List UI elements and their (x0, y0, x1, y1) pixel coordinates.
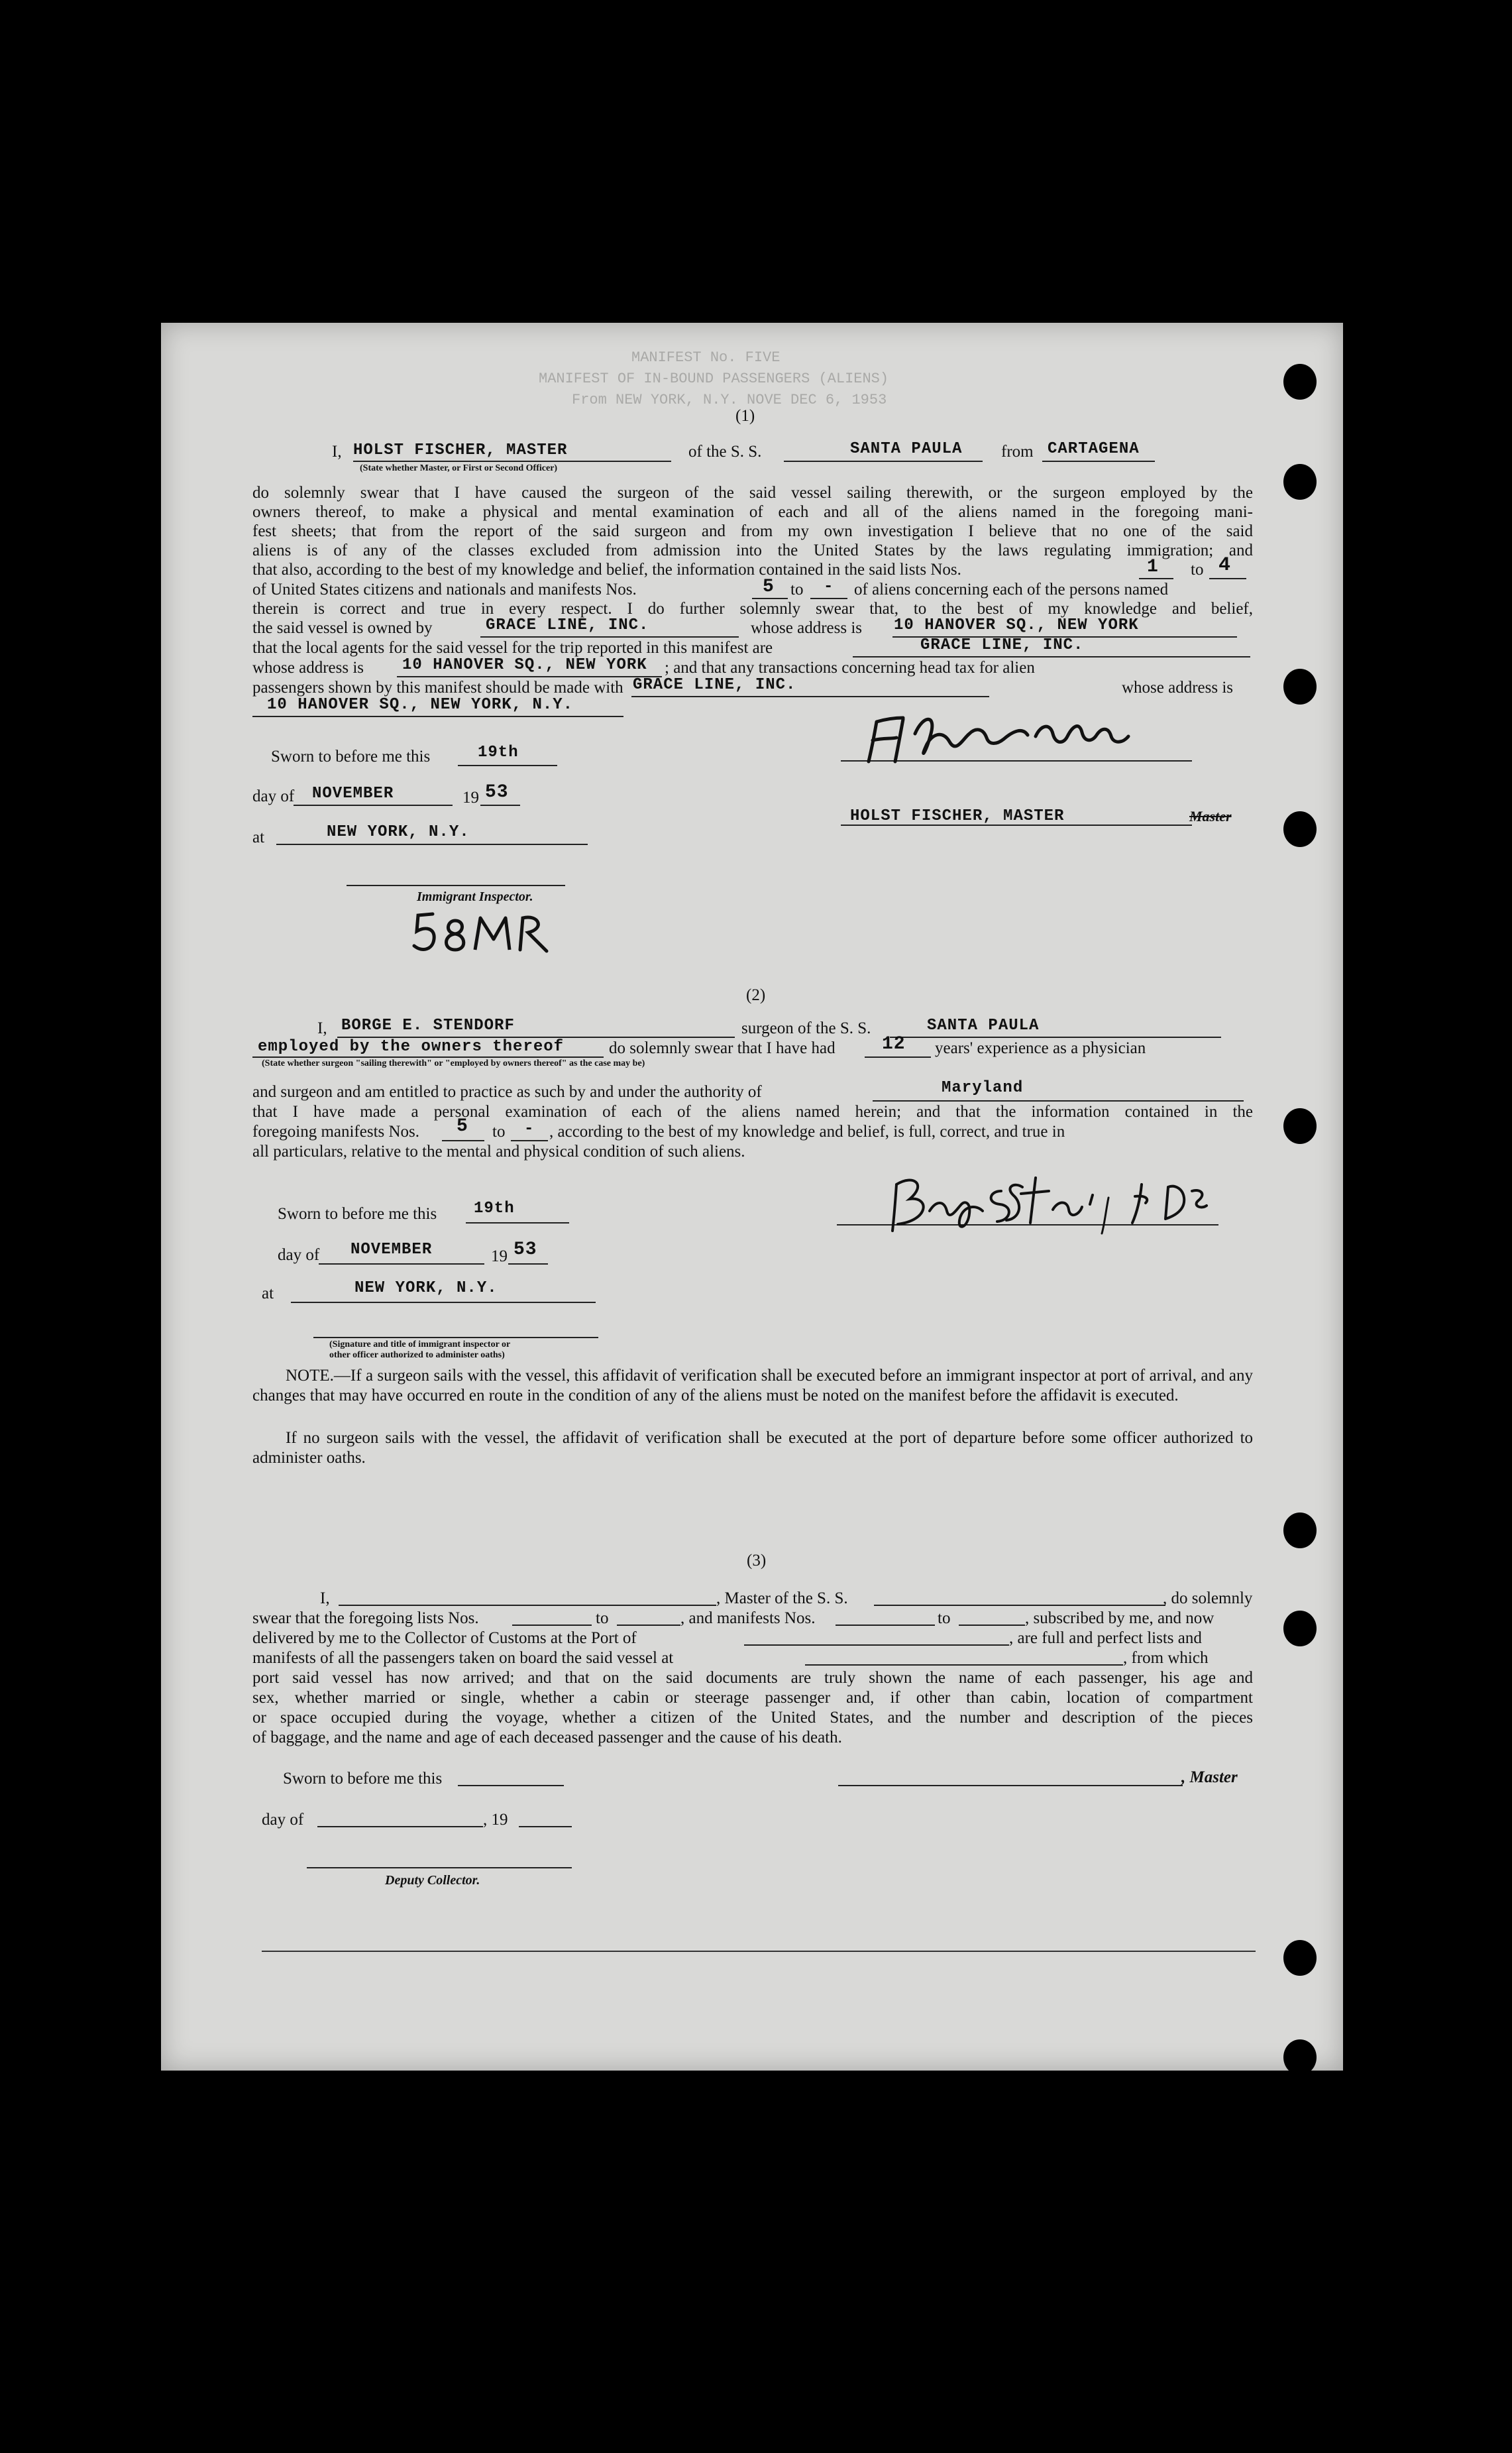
from-label: from (1001, 443, 1034, 461)
s3-l3-b: , are full and perfect lists and (1009, 1629, 1202, 1647)
note-line-2: inspector at port of arrival, and any changes that may have occurred en route in the condition of any of the aliens must (252, 1367, 1254, 1404)
of-ss-label: of the S. S. (688, 443, 762, 461)
s3-l2-b: to (596, 1609, 609, 1627)
master-caption: (State whether Master, or First or Second Officer) (360, 463, 558, 473)
s3-l2-d: to (938, 1609, 951, 1627)
surgeon-manifests-to-line (511, 1140, 548, 1141)
surgeon-manifests-to: - (524, 1120, 535, 1138)
signer-typed-line (841, 825, 1192, 826)
note-line-4: If no surgeon sails with the vessel, the affidavit of verification shall be executed at the port of departure before (286, 1429, 1065, 1447)
deputy-collector-caption: Deputy Collector. (385, 1873, 480, 1888)
to-label: to (790, 581, 804, 599)
lists-from: 1 (1147, 557, 1159, 577)
s3-line-8: of baggage, and the name and age of each deceased passenger and the cause of his death. (252, 1729, 842, 1746)
signer-suffix: Master (1189, 808, 1232, 825)
month: NOVEMBER (312, 785, 394, 803)
month-line (294, 805, 453, 806)
sworn-day: 19th (474, 1200, 515, 1218)
employment: employed by the owners thereof (258, 1038, 565, 1056)
agents-label: that the local agents for the said vessel for the trip reported in this manifest are (252, 639, 773, 657)
surgeon-of-label: surgeon of the S. S. (741, 1019, 871, 1037)
year-prefix: 19 (462, 789, 479, 807)
authority-label: and surgeon and am entitled to practice as such by and under the authority of (252, 1083, 762, 1101)
surgeon-line-5: all particulars, relative to the mental and physical condition of such aliens. (252, 1143, 745, 1161)
s3-master-signature-line (838, 1785, 1183, 1786)
note-paragraph (252, 1366, 1253, 1405)
surgeon-manifests-from: 5 (457, 1116, 468, 1137)
ship-name: SANTA PAULA (927, 1017, 1040, 1035)
surgeon-name: BORGE E. STENDORF (341, 1017, 515, 1035)
authority-line (873, 1100, 1244, 1102)
surgeon-line-3: that I have made a personal examination of each of the aliens named herein; and that the information contained in the (252, 1103, 1253, 1121)
ghost-manifest-number: MANIFEST No. FIVE (631, 349, 781, 366)
s3-sworn-day-line (458, 1785, 564, 1786)
oath-line-6: of United States citizens and nationals and manifests Nos. (252, 581, 637, 599)
head-tax-address: 10 HANOVER SQ., NEW YORK, N.Y. (267, 696, 574, 714)
punch-hole (1283, 1512, 1317, 1548)
inspector-line (347, 885, 565, 886)
punch-hole (1283, 1940, 1317, 1976)
s3-year-line (519, 1826, 572, 1827)
sworn-label: Sworn to before me this (278, 1205, 437, 1223)
s3-year-prefix: , 19 (483, 1811, 508, 1829)
years-line (865, 1056, 931, 1058)
s3-line-7: or space occupied during the voyage, whether a citizen of the United States, and the number and description of the pieces (252, 1709, 1253, 1727)
oath-line-2: owners thereof, to make a physical and mental examination of each and all of the aliens named in the foregoing mani- (252, 503, 1253, 521)
oath-line-4: aliens is of any of the classes excluded from admission into the United States by the laws regulating immigration; and (252, 542, 1253, 559)
note-line-1: —If a surgeon sails with the vessel, this affidavit of verification shall be executed before an immigrant (333, 1367, 1015, 1385)
year-line (508, 1263, 548, 1265)
head-tax-label: passengers shown by this manifest should be made with (252, 679, 623, 697)
punch-hole (1283, 1611, 1317, 1646)
s3-l4-a: manifests of all the passengers taken on board the said vessel at (252, 1649, 674, 1667)
ship-line (890, 1037, 1221, 1038)
lists-to-line (1209, 578, 1246, 579)
section-1-number: (1) (735, 407, 755, 425)
deputy-collector-line (307, 1867, 572, 1868)
s3-port-line (744, 1644, 1009, 1646)
sworn-label: Sworn to before me this (271, 748, 431, 766)
year-prefix: 19 (491, 1247, 508, 1265)
ship-name: SANTA PAULA (850, 440, 963, 458)
master-name: HOLST FISCHER, MASTER (353, 441, 568, 459)
s3-lists-to-line (617, 1625, 680, 1626)
surgeon-manifests-label: foregoing manifests Nos. (252, 1123, 420, 1141)
employment-caption: (State whether surgeon "sailing therewith" or "employed by owners thereof" as the case may be) (262, 1058, 645, 1068)
year-suffix: 53 (485, 782, 509, 803)
officer-signature-line (313, 1337, 598, 1338)
note-paragraph-2 (252, 1428, 1253, 1467)
ghost-header-line1: MANIFEST OF IN-BOUND PASSENGERS (ALIENS) (539, 371, 889, 387)
s3-l2-c: , and manifests Nos. (680, 1609, 816, 1627)
place-line (291, 1302, 596, 1303)
owned-by-label: the said vessel is owned by (252, 619, 433, 637)
master-signature (857, 707, 1175, 767)
ghost-header-line2: From NEW YORK, N.Y. NOVE DEC 6, 1953 (572, 392, 887, 408)
to-label: to (1191, 561, 1204, 579)
swear-text: do solemnly swear that I have had (609, 1039, 836, 1057)
lists-to: 4 (1218, 554, 1232, 577)
punch-hole (1283, 464, 1317, 500)
years: 12 (882, 1034, 906, 1055)
year-suffix: 53 (513, 1239, 537, 1260)
agents-line (853, 656, 1250, 657)
punch-hole (1283, 811, 1317, 847)
sworn-day: 19th (478, 744, 519, 762)
s3-line-5: port said vessel has now arrived; and that on the said documents are truly shown the name of each passenger, his age and (252, 1669, 1253, 1687)
manifest-affidavit-page (161, 323, 1343, 2071)
oath-line-3: fest sheets; that from the report of the said surgeon and from my own investigation I believe that no one of the said (252, 522, 1253, 540)
employment-line (252, 1056, 604, 1058)
s3-l4-b: , from which (1123, 1649, 1209, 1667)
s3-master-name-line (339, 1605, 716, 1606)
s3-master-of: , Master of the S. S. (716, 1589, 848, 1607)
at-label: at (262, 1284, 274, 1302)
s3-lists-from-line (512, 1625, 592, 1626)
agent-address: 10 HANOVER SQ., NEW YORK (402, 656, 647, 674)
officer-caption-1: (Signature and title of immigrant inspector or (329, 1340, 511, 1349)
manifests-tail: of aliens concerning each of the persons named (854, 581, 1169, 599)
master-name-line (353, 461, 671, 462)
s3-l3-a: delivered by me to the Collector of Customs at the Port of (252, 1629, 637, 1647)
s3-line-6: sex, whether married or single, whether a cabin or steerage passenger and, if other than cabin, location of compartment (252, 1689, 1253, 1707)
place-line (276, 844, 588, 845)
owner: GRACE LINE, INC. (486, 616, 649, 634)
oath-line-7: therein is correct and true in every respect. I do further solemnly swear that, to the best of my knowledge and belief, (252, 600, 1253, 618)
lists-from-line (1139, 578, 1173, 579)
place: NEW YORK, N.Y. (354, 1279, 498, 1297)
inspector-initials (406, 906, 565, 959)
s3-master-label: , Master (1181, 1768, 1238, 1786)
s3-sworn-label: Sworn to before me this (283, 1770, 443, 1788)
bottom-rule (262, 1951, 1256, 1952)
day-of-label: day of (278, 1246, 320, 1264)
s3-day-of-label: day of (262, 1811, 304, 1829)
oath-line-1: do solemnly swear that I have caused the surgeon of the said vessel sailing therewith, or the surgeon employed by the (252, 484, 1253, 502)
note-line-5: some officer authorized to administer oaths. (252, 1429, 1254, 1467)
section-3-number: (3) (747, 1552, 767, 1569)
s3-manifests-to-line (959, 1625, 1025, 1626)
owner-line (480, 636, 739, 638)
section-2-number: (2) (746, 986, 766, 1004)
punch-hole (1283, 669, 1317, 705)
s3-manifests-from-line (836, 1625, 935, 1626)
sworn-day-line (458, 765, 557, 766)
at-label: at (252, 828, 265, 846)
surgeon-manifests-from-line (442, 1140, 484, 1141)
head-tax-party: GRACE LINE, INC. (633, 676, 796, 694)
i-label: I, (320, 1589, 330, 1607)
manifests-from: 5 (763, 577, 775, 597)
whose-address-label: whose address is (751, 619, 863, 637)
day-of-label: day of (252, 787, 295, 805)
sworn-day-line (466, 1222, 569, 1224)
oath-line-5: that also, according to the best of my knowledge and belief, the information contained in the said lists Nos. (252, 561, 961, 579)
s3-embark-line (805, 1664, 1123, 1666)
port-name: CARTAGENA (1048, 440, 1140, 458)
to-label: to (492, 1123, 506, 1141)
manifests-to: - (824, 578, 834, 596)
surgeon-line-4-tail: , according to the best of my knowledge and belief, is full, correct, and true in (549, 1123, 1065, 1141)
place: NEW YORK, N.Y. (327, 823, 470, 841)
month-line (319, 1263, 484, 1265)
head-tax-tail: ; and that any transactions concerning head tax for alien (665, 659, 1035, 677)
ship-line (784, 461, 983, 462)
punch-hole (1283, 1108, 1317, 1144)
s3-month-line (317, 1826, 483, 1827)
signer-typed: HOLST FISCHER, MASTER (850, 807, 1065, 825)
officer-caption-2: other officer authorized to administer oaths) (329, 1350, 505, 1360)
head-tax-address-line (252, 716, 623, 717)
port-line (1042, 461, 1155, 462)
i-label: I, (317, 1019, 327, 1037)
years-tail: years' experience as a physician (935, 1039, 1146, 1057)
s3-l2-a: swear that the foregoing lists Nos. (252, 1609, 479, 1627)
head-tax-party-line (631, 696, 989, 697)
owner-address: 10 HANOVER SQ., NEW YORK (894, 616, 1139, 634)
agents: GRACE LINE, INC. (920, 636, 1084, 654)
authority: Maryland (942, 1079, 1024, 1097)
i-label: I, (332, 443, 342, 461)
s3-ship-line (874, 1605, 1165, 1606)
note-line-3: be noted on the manifest before the affidavit is executed. (802, 1386, 1179, 1404)
whose-address-is-label: whose address is (1122, 679, 1234, 697)
note-label: NOTE. (286, 1367, 334, 1385)
s3-do-solemnly: , do solemnly (1163, 1589, 1253, 1607)
agent-address-label: whose address is (252, 659, 364, 677)
inspector-caption: Immigrant Inspector. (417, 889, 533, 904)
s3-l2-e: , subscribed by me, and now (1025, 1609, 1215, 1627)
punch-hole (1283, 2039, 1317, 2075)
agent-address-line (397, 676, 662, 677)
month: NOVEMBER (351, 1241, 433, 1259)
surgeon-signature (883, 1165, 1254, 1237)
punch-hole (1283, 364, 1317, 400)
year-line (480, 805, 520, 806)
